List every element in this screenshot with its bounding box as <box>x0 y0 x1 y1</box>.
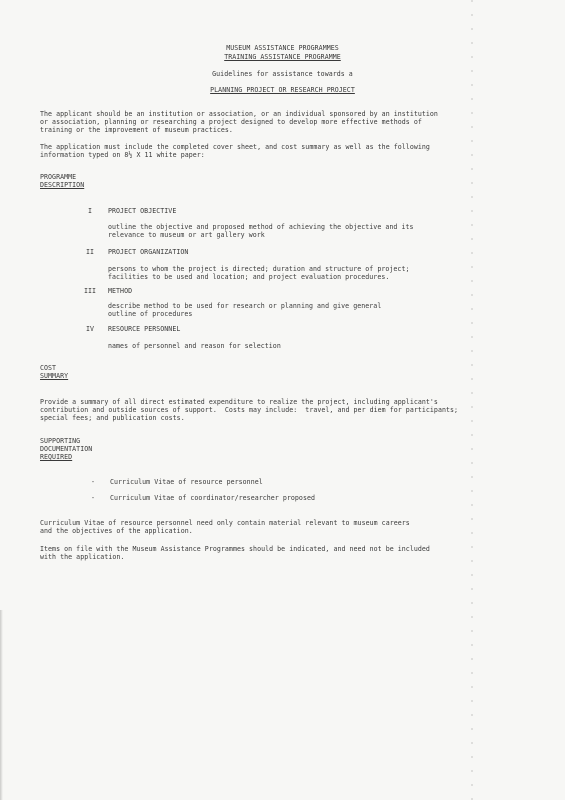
intro-p1-line-1: The applicant should be an institution or association, or an individual sponsored by an institution <box>40 110 438 118</box>
item-desc-line: describe method to be used for research or planning and give general <box>108 302 382 310</box>
bullet-item: Curriculum Vitae of coordinator/researcher proposed <box>110 494 316 502</box>
item-number: III <box>84 287 97 295</box>
note2-line-2: with the application. <box>40 553 125 561</box>
item-title: RESOURCE PERSONNEL <box>108 325 181 333</box>
item-title: METHOD <box>108 287 133 295</box>
item-number: I <box>88 207 93 215</box>
note2-line-1: Items on file with the Museum Assistance Programmes should be indicated, and need not be included <box>40 545 430 553</box>
note1-line-2: and the objectives of the application. <box>40 527 193 535</box>
item-title: PROJECT OBJECTIVE <box>108 207 177 215</box>
header-line-2: TRAINING ASSISTANCE PROGRAMME <box>224 53 341 61</box>
note1-line-1: Curriculum Vitae of resource personnel need only contain material relevant to museum careers <box>40 519 410 527</box>
intro-p1-line-2: or association, planning or researching a project designed to develop more effective methods of <box>40 118 422 126</box>
item-desc-line: persons to whom the project is directed; duration and structure of project; <box>108 265 410 273</box>
scan-edge-marks <box>471 0 473 800</box>
intro-p2-line-2: information typed on 8½ X 11 white paper: <box>40 151 205 159</box>
cost-heading: COST <box>40 364 57 372</box>
supporting-heading: SUPPORTING <box>40 437 81 445</box>
item-number: IV <box>86 325 95 333</box>
item-desc-line: outline the objective and proposed method of achieving the objective and its <box>108 223 414 231</box>
item-desc-line: relevance to museum or art gallery work <box>108 231 265 239</box>
item-number: II <box>86 248 95 256</box>
item-desc-line: names of personnel and reason for selection <box>108 342 281 350</box>
document-title: PLANNING PROJECT OR RESEARCH PROJECT <box>210 86 355 94</box>
header-line-1: MUSEUM ASSISTANCE PROGRAMMES <box>226 44 339 52</box>
cost-line-1: Provide a summary of all direct estimated expenditure to realize the project, including applicant's <box>40 398 438 406</box>
intro-p2-line-1: The application must include the completed cover sheet, and cost summary as well as the following <box>40 143 430 151</box>
cost-line-2: contribution and outside sources of support. Costs may include: travel, and per diem for participants; <box>40 406 459 414</box>
item-desc-line: outline of procedures <box>108 310 193 318</box>
bullet-mark: - <box>91 494 96 502</box>
documentation-heading: DOCUMENTATION <box>40 445 93 453</box>
summary-heading: SUMMARY <box>40 372 69 380</box>
description-heading: DESCRIPTION <box>40 181 85 189</box>
bullet-item: Curriculum Vitae of resource personnel <box>110 478 263 486</box>
required-heading: REQUIRED <box>40 453 73 461</box>
header-line-3: Guidelines for assistance towards a <box>212 70 353 78</box>
cost-line-3: special fees; and publication costs. <box>40 414 185 422</box>
bullet-mark: - <box>91 478 96 486</box>
item-title: PROJECT ORGANIZATION <box>108 248 189 256</box>
scan-left-shadow <box>0 610 3 800</box>
intro-p1-line-3: training or the improvement of museum practices. <box>40 126 233 134</box>
item-desc-line: facilities to be used and location; and project evaluation procedures. <box>108 273 390 281</box>
programme-heading: PROGRAMME <box>40 173 77 181</box>
